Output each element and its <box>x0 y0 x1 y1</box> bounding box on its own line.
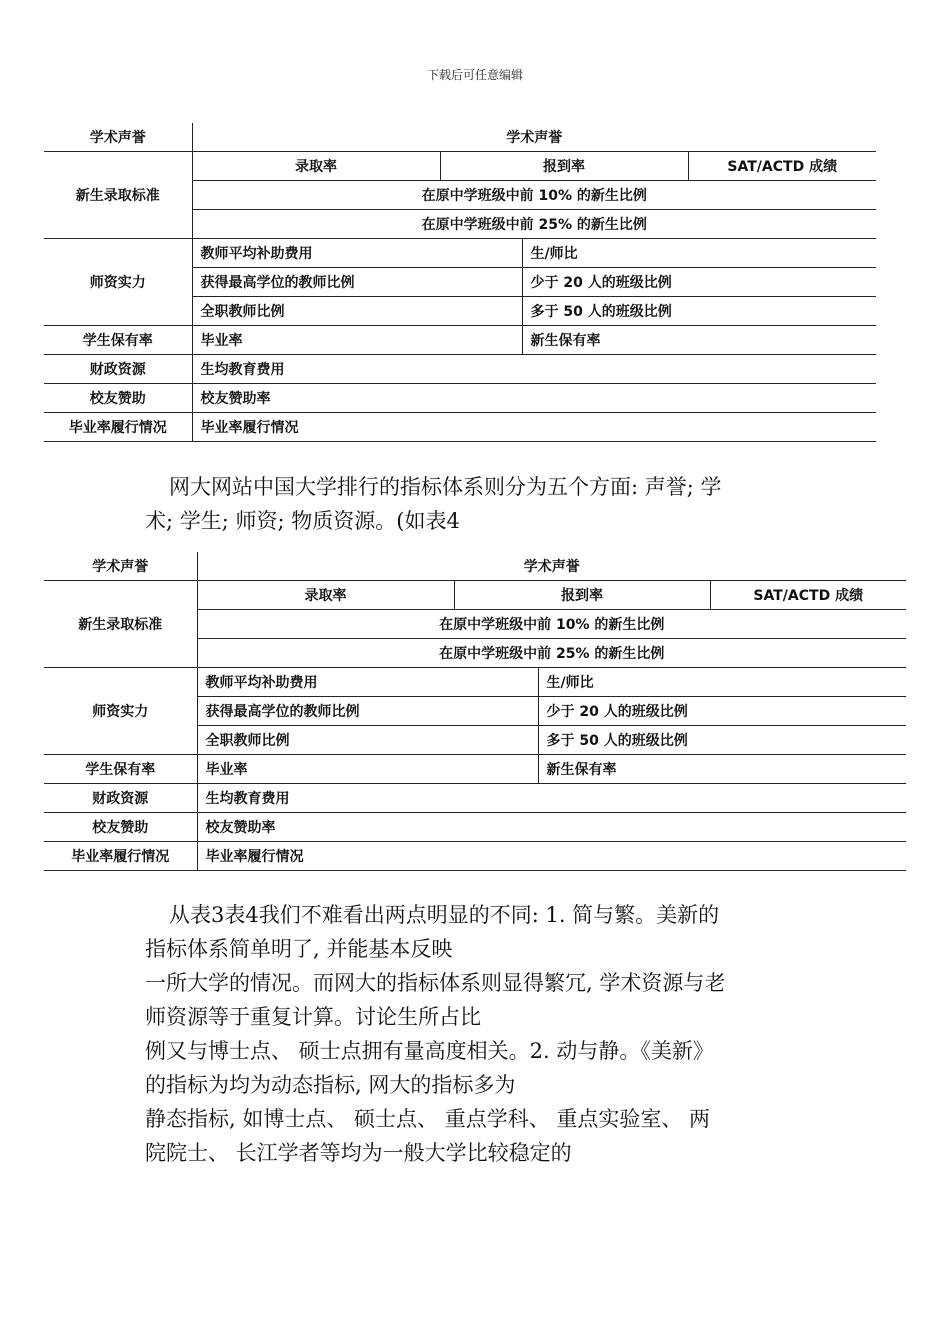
table-row <box>44 552 906 581</box>
value-cell: 全职教师比例 <box>197 726 538 755</box>
table-row <box>44 668 906 697</box>
paragraph-line: 的指标为均为动态指标, 网大的指标多为 <box>145 1073 516 1097</box>
value-cell: 多于 50 人的班级比例 <box>522 297 876 326</box>
paragraph-line: 师资源等于重复计算。讨论生所占比 <box>145 1005 481 1029</box>
table-row <box>44 384 876 413</box>
value-cell: 获得最高学位的教师比例 <box>197 697 538 726</box>
paragraph-line: 指标体系简单明了, 并能基本反映 <box>145 937 453 961</box>
value-cell: SAT/ACTD 成绩 <box>710 581 906 610</box>
value-cell: 全职教师比例 <box>192 297 522 326</box>
value-cell: 毕业率 <box>192 326 522 355</box>
table-row <box>44 152 876 181</box>
table-row <box>44 123 876 152</box>
table-row <box>44 326 876 355</box>
category-cell: 学术声誉 <box>44 552 197 581</box>
paragraph-line: 网大网站中国大学排行的指标体系则分为五个方面: 声誉; 学 <box>169 475 722 499</box>
category-cell: 毕业率履行情况 <box>44 842 197 871</box>
value-cell: 毕业率 <box>197 755 538 784</box>
page-header: 下载后可任意编辑 <box>426 68 523 82</box>
table-row <box>44 355 876 384</box>
value-cell: 获得最高学位的教师比例 <box>192 268 522 297</box>
value-cell: 在原中学班级中前 25% 的新生比例 <box>192 210 876 239</box>
value-cell: 学术声誉 <box>506 130 563 146</box>
value-cell: 新生保有率 <box>522 326 876 355</box>
indicator-table-2 <box>44 552 906 871</box>
category-cell: 新生录取标准 <box>44 152 192 239</box>
paragraph-2 <box>145 898 725 1170</box>
category-cell: 财政资源 <box>44 355 192 384</box>
table-row <box>44 842 906 871</box>
category-cell: 新生录取标准 <box>44 581 197 668</box>
category-cell: 学生保有率 <box>44 755 197 784</box>
category-cell: 财政资源 <box>44 784 197 813</box>
paragraph-line: 一所大学的情况。而网大的指标体系则显得繁冗, 学术资源与老 <box>145 971 726 995</box>
paragraph-line: 术; 学生; 师资; 物质资源。(如表4 <box>145 509 460 533</box>
table-row <box>44 581 906 610</box>
paragraph-line: 从表3表4我们不难看出两点明显的不同: 1. 简与繁。美新的 <box>169 903 720 927</box>
category-cell: 学生保有率 <box>44 326 192 355</box>
category-cell: 师资实力 <box>44 239 192 326</box>
paragraph-1 <box>145 470 722 538</box>
value-cell: 毕业率履行情况 <box>197 842 906 871</box>
value-cell: 毕业率履行情况 <box>192 413 876 442</box>
category-cell: 校友赞助 <box>44 813 197 842</box>
table-row <box>44 784 906 813</box>
paragraph-line: 静态指标, 如博士点、 硕士点、 重点学科、 重点实验室、 两 <box>145 1107 711 1131</box>
value-cell: 校友赞助率 <box>192 384 876 413</box>
value-cell: 校友赞助率 <box>197 813 906 842</box>
value-cell: 多于 50 人的班级比例 <box>538 726 906 755</box>
value-cell: 在原中学班级中前 25% 的新生比例 <box>197 639 906 668</box>
category-cell: 校友赞助 <box>44 384 192 413</box>
value-cell: 新生保有率 <box>538 755 906 784</box>
value-cell: 学术声誉 <box>523 559 580 575</box>
category-cell: 毕业率履行情况 <box>44 413 192 442</box>
category-cell: 学术声誉 <box>44 123 192 152</box>
value-cell: 录取率 <box>192 152 440 181</box>
category-cell: 师资实力 <box>44 668 197 755</box>
value-cell: 生/师比 <box>522 239 876 268</box>
value-cell: 少于 20 人的班级比例 <box>538 697 906 726</box>
paragraph-line: 例又与博士点、 硕士点拥有量高度相关。2. 动与静。《美新》 <box>145 1039 714 1063</box>
value-cell: 教师平均补助费用 <box>197 668 538 697</box>
table-row <box>44 239 876 268</box>
value-cell: 报到率 <box>440 152 688 181</box>
value-cell: 在原中学班级中前 10% 的新生比例 <box>197 610 906 639</box>
paragraph-line: 院院士、 长江学者等均为一般大学比较稳定的 <box>145 1141 572 1165</box>
value-cell: 在原中学班级中前 10% 的新生比例 <box>192 181 876 210</box>
value-cell: 教师平均补助费用 <box>192 239 522 268</box>
value-cell: 生均教育费用 <box>197 784 906 813</box>
table-row <box>44 755 906 784</box>
value-cell: 少于 20 人的班级比例 <box>522 268 876 297</box>
value-cell: 报到率 <box>454 581 710 610</box>
value-cell: 生均教育费用 <box>192 355 876 384</box>
value-cell: 生/师比 <box>538 668 906 697</box>
indicator-table-1 <box>44 123 876 442</box>
value-cell: SAT/ACTD 成绩 <box>688 152 876 181</box>
table-row <box>44 813 906 842</box>
value-cell: 录取率 <box>197 581 454 610</box>
table-row <box>44 413 876 442</box>
